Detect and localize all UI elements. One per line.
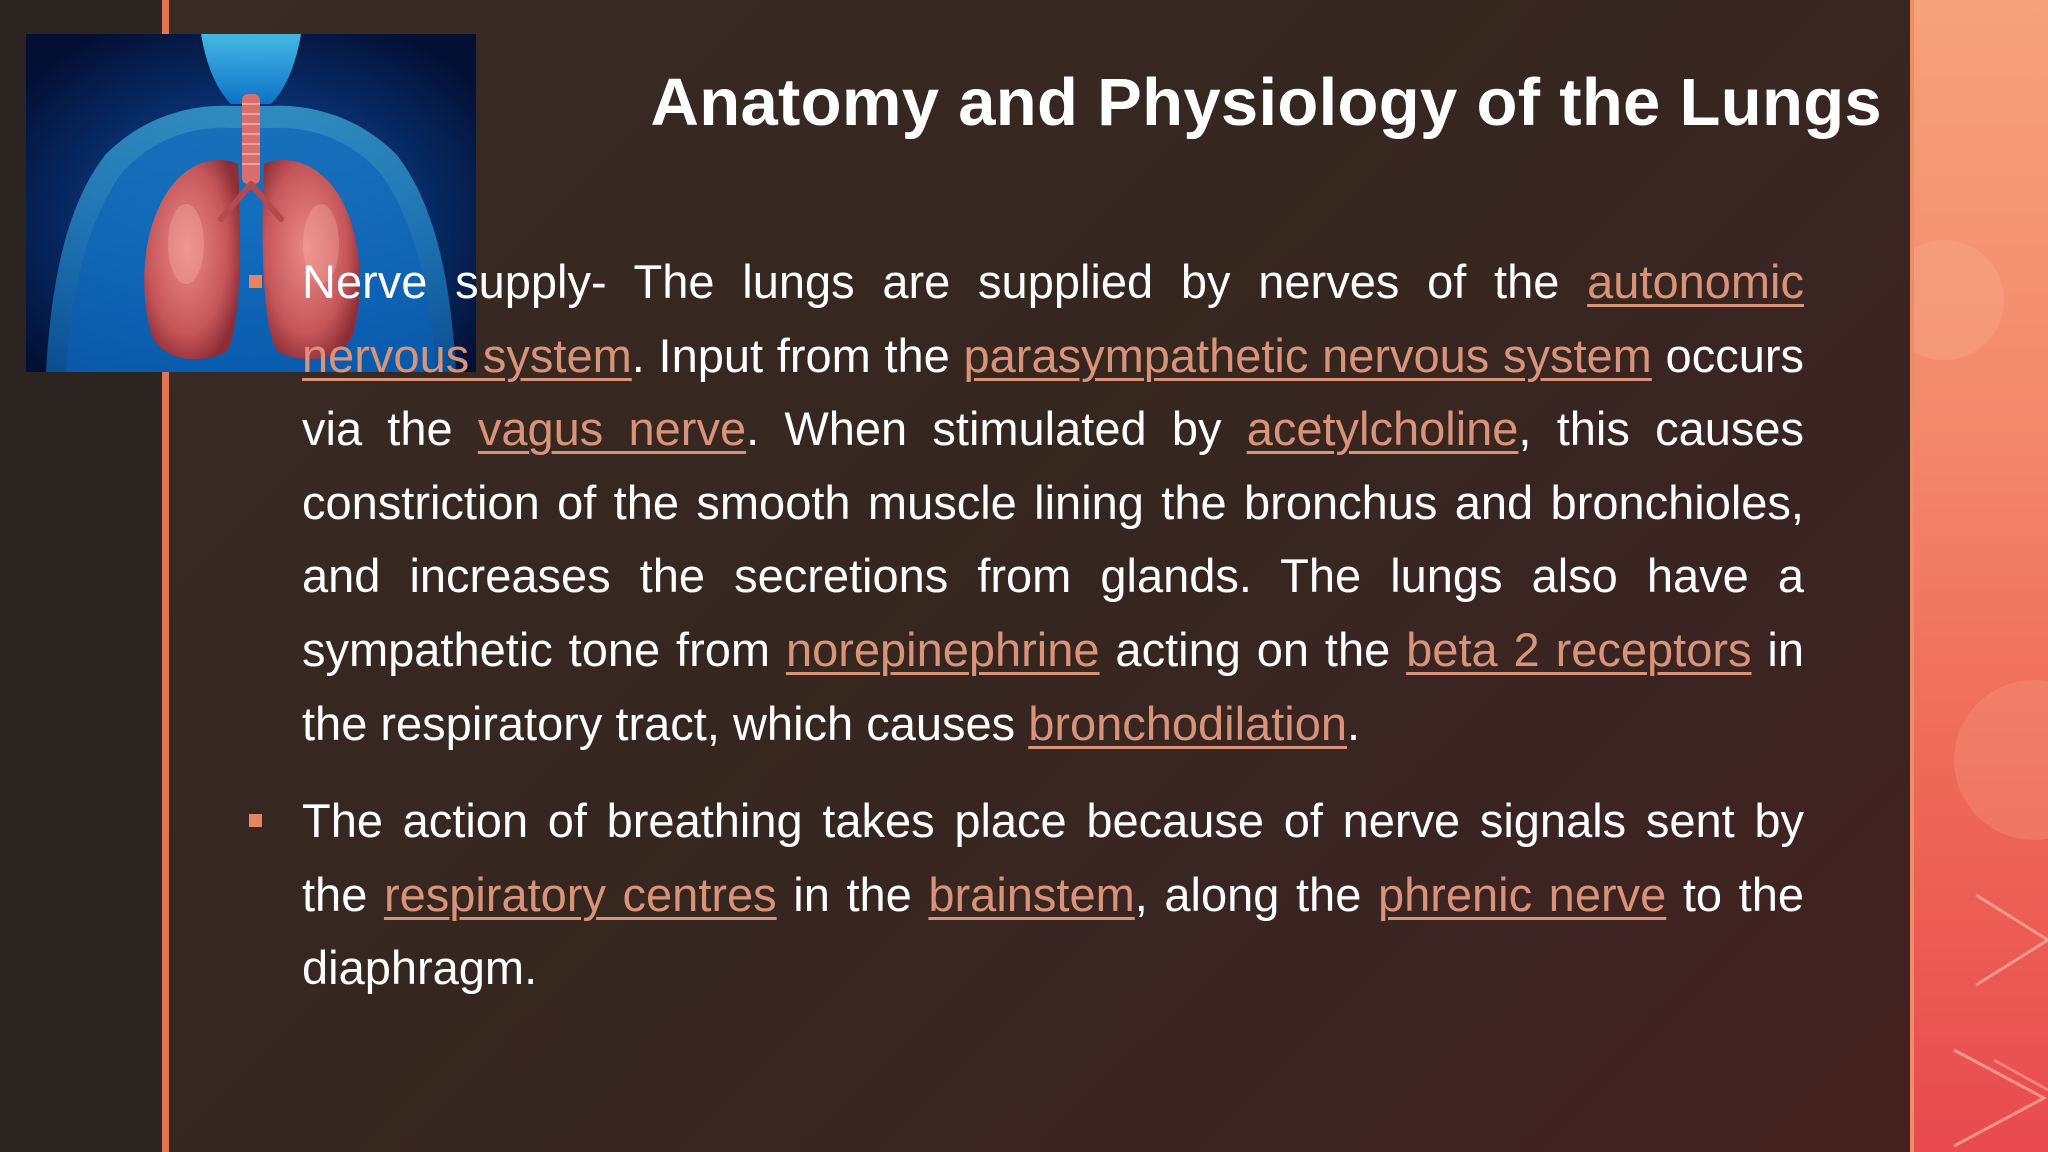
body-text: . Input from the: [631, 328, 964, 382]
hyperlink[interactable]: brainstem: [928, 867, 1135, 921]
body-text: The action of breathing takes place because of nerve signals sent by the: [302, 794, 1804, 921]
hyperlink[interactable]: acetylcholine: [1246, 402, 1519, 456]
hyperlink[interactable]: autonomic nervous system: [302, 255, 1804, 382]
hyperlink[interactable]: beta 2 receptors: [1406, 622, 1752, 676]
bullet-square-icon: [249, 275, 262, 288]
body-text: Nerve supply- The lungs are supplied by nerves of the: [302, 255, 1588, 308]
body-text: in the: [776, 867, 929, 921]
body-text: in the respiratory tract, which causes: [302, 622, 1804, 750]
hyperlink[interactable]: phrenic nerve: [1377, 867, 1667, 921]
hyperlink[interactable]: vagus nerve: [477, 402, 747, 456]
hyperlink[interactable]: respiratory centres: [383, 867, 777, 921]
body-text: , this causes constriction of the smooth muscle lining the bronchus and bronchioles, and increases the secretions from glands. The lungs also have a sympathetic tone from: [302, 402, 1804, 676]
bullet-breathing-action: [302, 784, 1804, 1005]
body-text: .: [1346, 696, 1361, 750]
body-text: acting on the: [1099, 622, 1407, 676]
bullet-square-icon: [249, 814, 262, 827]
slide-title: Anatomy and Physiology of the Lungs: [650, 65, 1882, 140]
right-decorative-band: [1914, 0, 2048, 1152]
body-text: . When stimulated by: [746, 402, 1247, 456]
hyperlink[interactable]: bronchodilation: [1028, 696, 1347, 750]
hyperlink[interactable]: norepinephrine: [785, 622, 1100, 676]
body-text: to the diaphragm.: [302, 867, 1804, 995]
hyperlink[interactable]: parasympathetic nervous system: [963, 328, 1652, 382]
bullet-nerve-supply: [302, 245, 1804, 760]
slide-content: [302, 245, 1804, 1005]
body-text: , along the: [1134, 867, 1378, 921]
chevron-decoration-icon: [1914, 0, 2048, 1152]
body-text: occurs via the: [302, 328, 1804, 456]
